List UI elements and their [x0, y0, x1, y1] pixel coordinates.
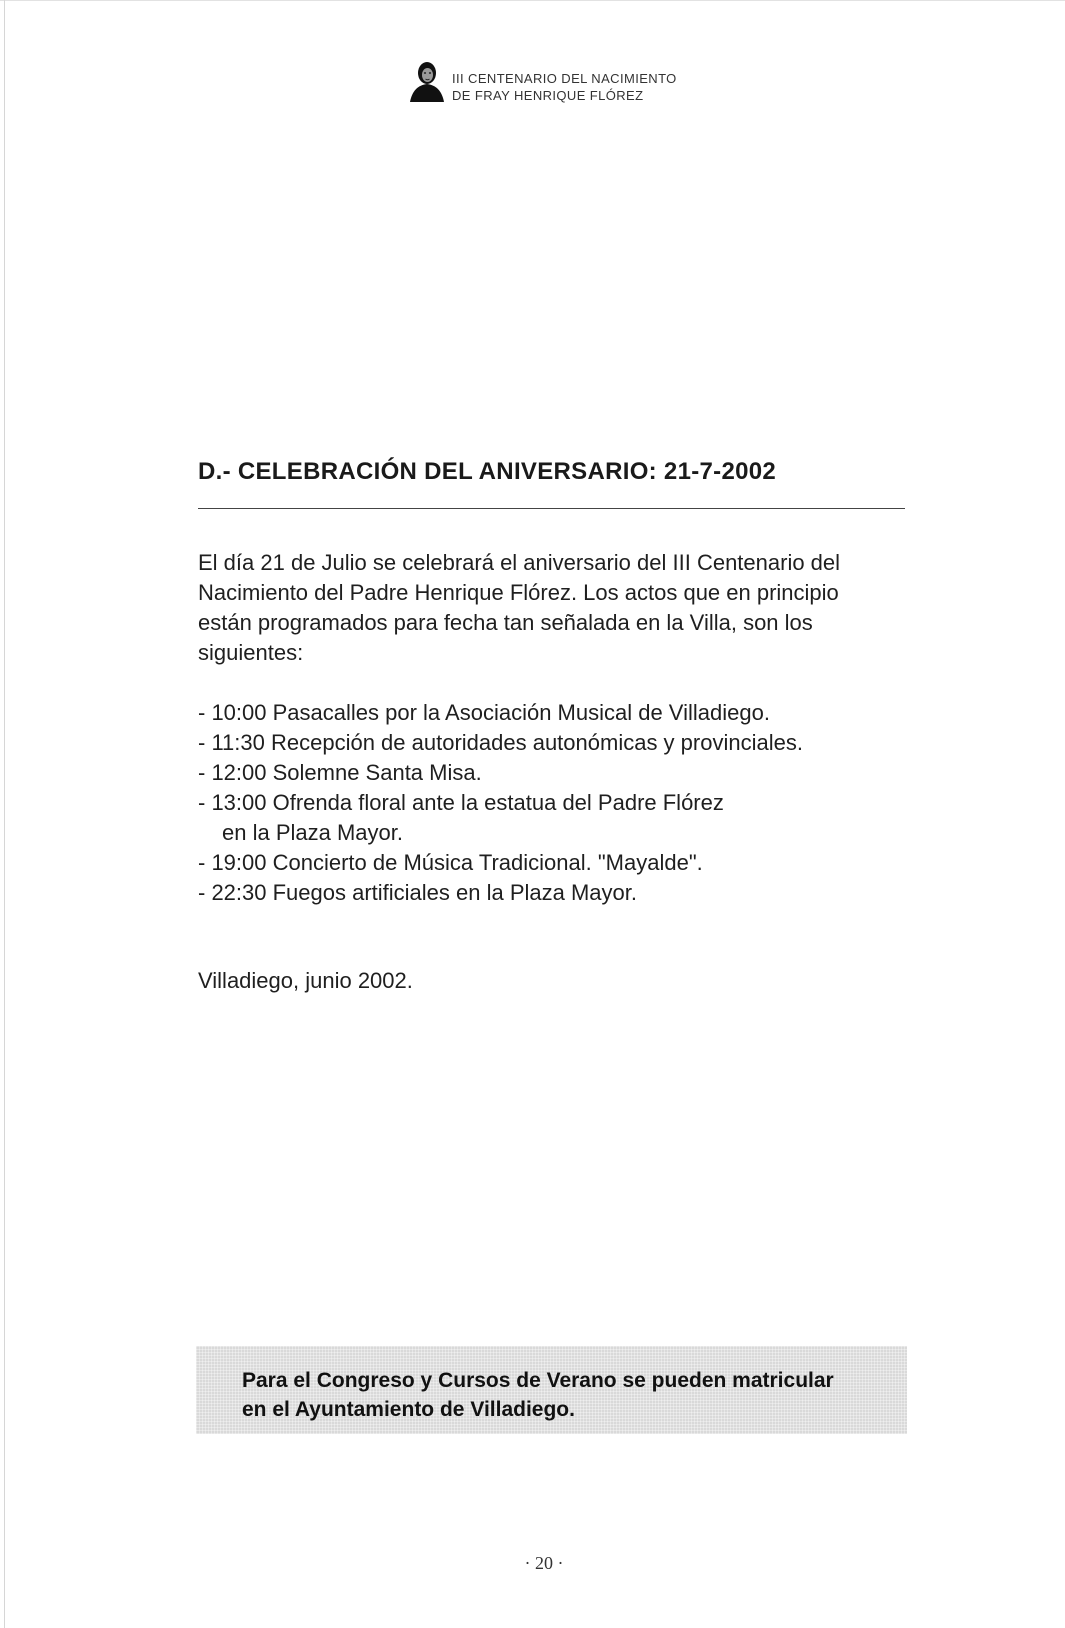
program-item-continuation: en la Plaza Mayor.: [222, 820, 403, 845]
section-title: D.- CELEBRACIÓN DEL ANIVERSARIO: 21-7-2002: [198, 458, 777, 485]
page-top-edge: [0, 0, 1065, 1]
notice-line-1: Para el Congreso y Cursos de Verano se pueden matricular: [242, 1369, 834, 1392]
program-item: - 22:30 Fuegos artificiales en la Plaza Mayor.: [198, 880, 638, 905]
page-left-edge: [4, 0, 5, 1628]
enrollment-notice-box: [196, 1346, 907, 1434]
intro-line: están programados para fecha tan señalada en la Villa, son los: [198, 610, 813, 635]
page-header: [408, 58, 677, 104]
program-item: - 10:00 Pasacalles por la Asociación Musical de Villadiego.: [198, 700, 770, 725]
page-number: · 20 ·: [524, 1553, 564, 1573]
program-item: - 13:00 Ofrenda floral ante la estatua del Padre Flórez: [198, 790, 724, 815]
intro-line: Nacimiento del Padre Henrique Flórez. Los actos que en principio: [198, 580, 839, 605]
intro-paragraph: [198, 548, 898, 668]
place-date-signoff: Villadiego, junio 2002.: [198, 968, 413, 993]
friar-portrait-icon: [408, 58, 446, 102]
intro-line: El día 21 de Julio se celebrará el aniversario del III Centenario del: [198, 550, 841, 575]
program-item: - 12:00 Solemne Santa Misa.: [198, 760, 482, 785]
title-divider: [198, 508, 905, 509]
header-text: [452, 58, 677, 104]
notice-line-2: en el Ayuntamiento de Villadiego.: [242, 1398, 575, 1421]
intro-line: siguientes:: [198, 640, 304, 665]
header-line-2: DE FRAY HENRIQUE FLÓREZ: [452, 88, 644, 103]
header-line-1: III CENTENARIO DEL NACIMIENTO: [452, 71, 677, 86]
program-list: [198, 698, 898, 908]
program-item: - 11:30 Recepción de autoridades autonómicas y provinciales.: [198, 730, 803, 755]
program-item: - 19:00 Concierto de Música Tradicional. "Mayalde".: [198, 850, 703, 875]
